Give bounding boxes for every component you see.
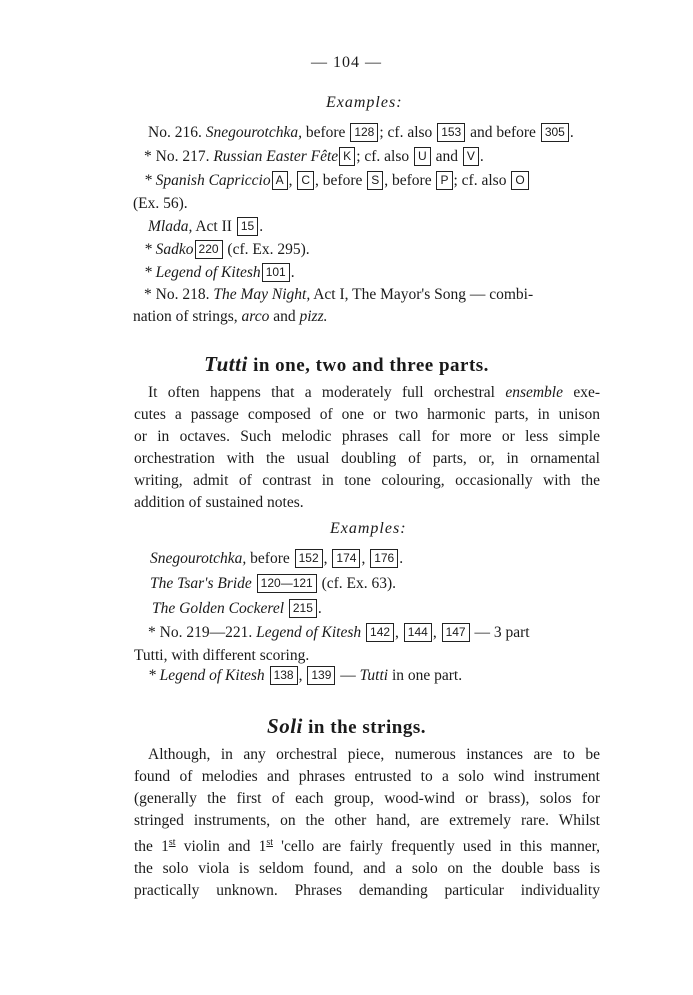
tutti-paragraph [134, 382, 600, 514]
work-title: The May Night, [213, 286, 311, 303]
example-line [144, 284, 533, 306]
work-title: Snegourotchka, [205, 124, 302, 141]
heading-term: Tutti [204, 352, 248, 376]
rehearsal-mark: 138 [270, 666, 298, 685]
paragraph-line: orchestration with the usual doubling of parts, or, in ornamental [134, 450, 600, 467]
example-line [148, 665, 462, 687]
example-line [144, 146, 484, 168]
rehearsal-mark: 215 [289, 599, 317, 618]
work-title: Mlada, [148, 218, 193, 235]
example-line [152, 598, 322, 620]
rehearsal-mark: 147 [442, 623, 470, 642]
text: and [269, 308, 300, 325]
example-line [133, 306, 327, 328]
rehearsal-mark: 128 [350, 123, 378, 142]
paragraph-line: stringed instruments, on the other hand, are extremely rare. Whilst [134, 812, 600, 829]
text: , before [315, 172, 367, 189]
paragraph-line: It often happens that a moderately full orchestral ensemble exe- [148, 384, 600, 401]
text: Act I, The Mayor's Song — combi- [310, 286, 534, 303]
work-title: * Legend of Kitesh [144, 264, 261, 281]
text: before [246, 550, 294, 567]
rehearsal-mark: O [511, 171, 528, 190]
work-title: Russian Easter Fête [213, 148, 339, 165]
example-line [150, 573, 396, 595]
rehearsal-mark: S [367, 171, 383, 190]
paragraph-line: Although, in any orchestral piece, numerous instances are to be [148, 746, 600, 763]
work-title: Legend of Kitesh [256, 624, 362, 641]
paragraph-line: addition of sustained notes. [134, 494, 304, 511]
term: arco [241, 308, 270, 325]
text: ; cf. also [356, 148, 414, 165]
work-title: * Spanish Capriccio [144, 172, 271, 189]
rehearsal-mark: C [297, 171, 314, 190]
example-line: Tutti, with different scoring. [134, 647, 310, 664]
text: — [336, 667, 360, 684]
work-title: Snegourotchka, [150, 550, 247, 567]
rehearsal-mark: 120—121 [257, 574, 317, 593]
paragraph-line: cutes a passage composed of one or two harmonic parts, in unison [134, 406, 600, 423]
paragraph-line: writing, admit of contrast in tone colouring, occasionally with the [134, 472, 600, 489]
example-number: * No. 217. [144, 148, 210, 165]
text: , [288, 172, 297, 189]
text: , [395, 624, 403, 641]
rehearsal-mark: 152 [295, 549, 323, 568]
rehearsal-mark: 176 [370, 549, 398, 568]
rehearsal-mark: K [339, 147, 355, 166]
example-line [144, 170, 530, 192]
text: ; cf. also [379, 124, 437, 141]
work-title: The Tsar's Bride [150, 575, 252, 592]
example-line [144, 239, 310, 261]
rehearsal-mark: 139 [307, 666, 335, 685]
paragraph-line: found of melodies and phrases entrusted to a solo wind instrument [134, 768, 600, 785]
text: in one part. [388, 667, 463, 684]
text: and [431, 148, 462, 165]
text: , [298, 667, 307, 684]
rehearsal-mark: 153 [437, 123, 465, 142]
rehearsal-mark: V [463, 147, 479, 166]
text: , [361, 550, 370, 567]
rehearsal-mark: 101 [262, 263, 290, 282]
work-title: * Sadko [144, 241, 194, 258]
paragraph-line: (generally the first of each group, wood-wind or brass), solos for [134, 790, 600, 807]
rehearsal-mark: U [414, 147, 431, 166]
text: and before [466, 124, 540, 141]
examples-heading: Examples: [330, 520, 407, 537]
rehearsal-mark: 15 [237, 217, 258, 236]
heading-term: Soli [267, 714, 303, 738]
text: (cf. Ex. 63). [317, 575, 397, 592]
text: Act II [192, 218, 236, 235]
paragraph-line: the solo viola is seldom found, and a solo on the double bass is [134, 860, 600, 878]
rehearsal-mark: A [272, 171, 288, 190]
example-line [144, 262, 295, 284]
text: . [259, 218, 264, 235]
text: , before [384, 172, 436, 189]
heading-text: in one, two and three parts. [247, 355, 489, 376]
text: ; cf. also [453, 172, 511, 189]
work-title: The Golden Cockerel [152, 600, 284, 617]
rehearsal-mark: 305 [541, 123, 569, 142]
text: before [301, 124, 350, 141]
rehearsal-mark: P [436, 171, 452, 190]
example-line [148, 216, 263, 238]
work-title: * Legend of Kitesh [148, 667, 265, 684]
text: . [399, 550, 404, 567]
text: — 3 part [470, 624, 530, 641]
example-line [148, 622, 530, 644]
paragraph-line: or in octaves. Such melodic phrases call for more or less simple [134, 428, 600, 445]
example-line [148, 122, 574, 144]
text: . [569, 124, 574, 141]
soli-paragraph [134, 744, 600, 902]
rehearsal-mark: 174 [332, 549, 360, 568]
page-number: — 104 — [311, 54, 382, 71]
term: Tutti [359, 667, 389, 684]
rehearsal-mark: 220 [195, 240, 223, 259]
text: (cf. Ex. 295). [223, 241, 310, 258]
text: . [317, 600, 322, 617]
paragraph-line: the 1st violin and 1st 'cello are fairly frequently used in this manner, [134, 837, 600, 856]
example-number: No. 216. [148, 124, 202, 141]
section-heading-soli [0, 714, 693, 739]
example-line: (Ex. 56). [133, 195, 188, 212]
examples-heading: Examples: [326, 94, 403, 111]
text: , [323, 550, 332, 567]
term: pizz. [299, 308, 328, 325]
paragraph-line: practically unknown. Phrases demanding particular individuality [134, 882, 600, 900]
example-number: * No. 219—221. [148, 624, 253, 641]
section-heading-tutti [0, 352, 693, 377]
rehearsal-mark: 144 [404, 623, 432, 642]
example-number: * No. 218. [144, 286, 210, 303]
heading-text: in the strings. [302, 717, 426, 738]
rehearsal-mark: 142 [366, 623, 394, 642]
text: nation of strings, [133, 308, 242, 325]
text: . [290, 264, 295, 281]
text: , [432, 624, 441, 641]
example-line [150, 548, 403, 570]
text: . [479, 148, 484, 165]
